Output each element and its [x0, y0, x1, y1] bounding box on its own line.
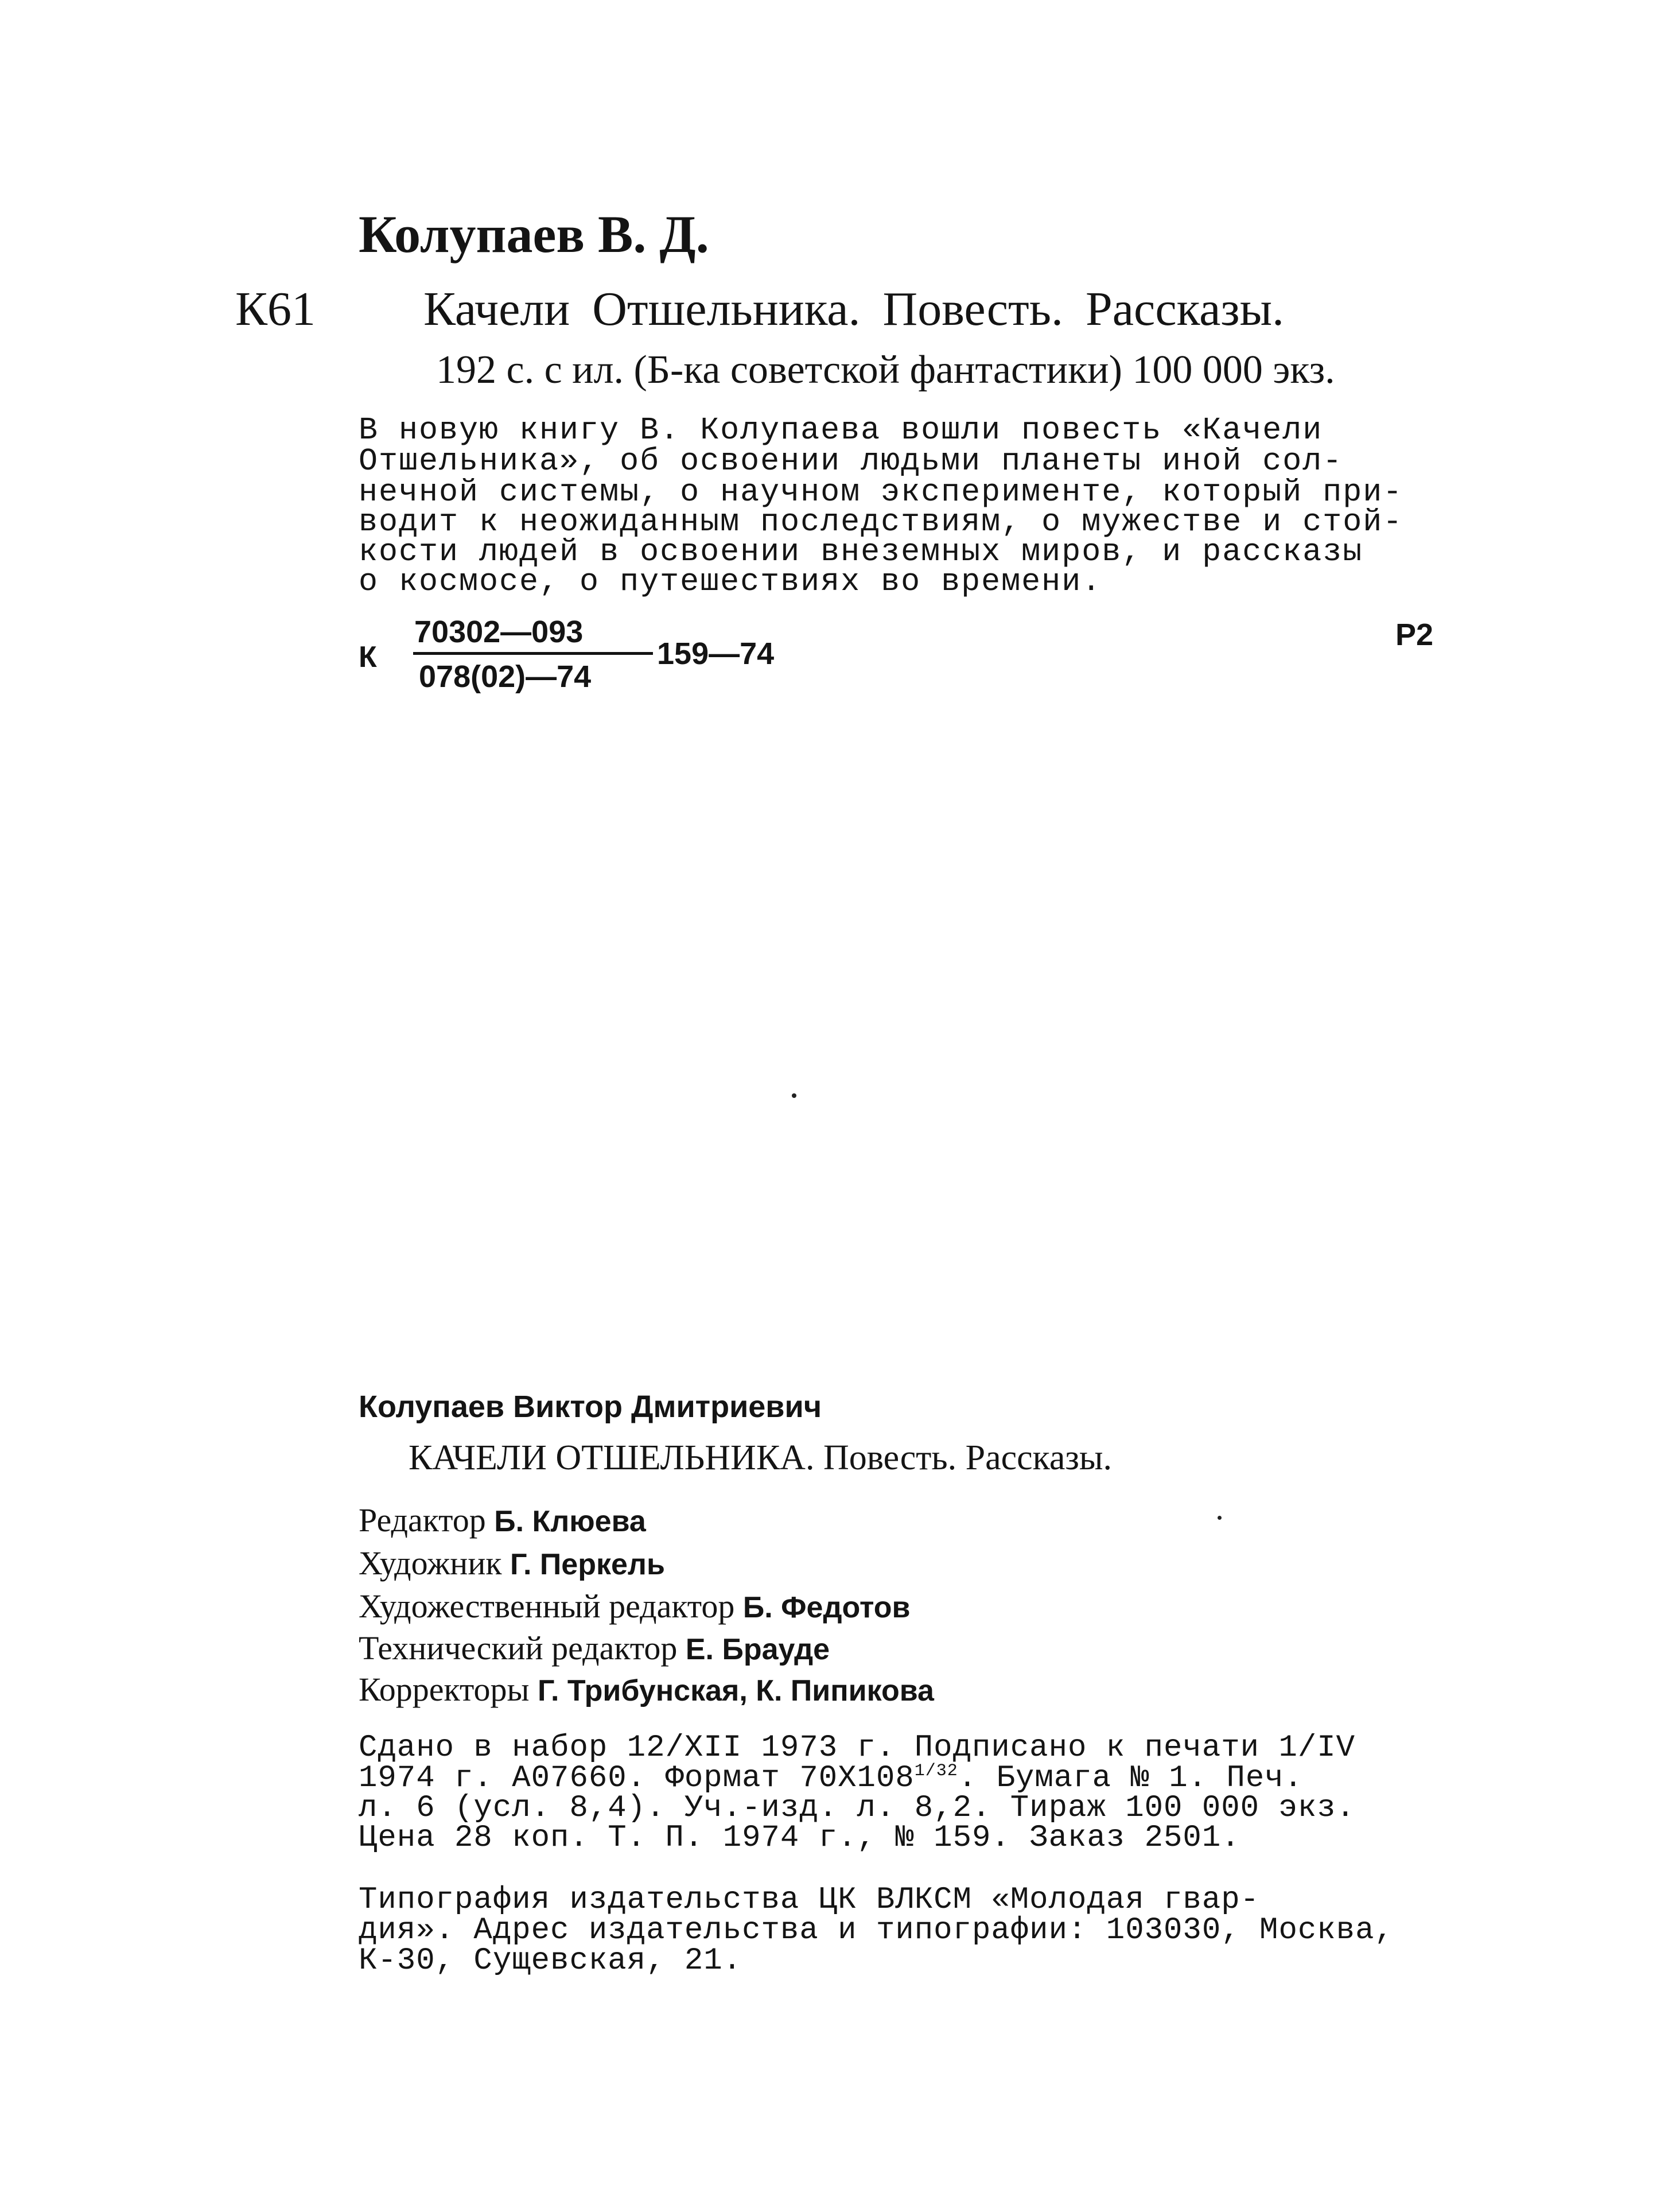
credit-name: Г. Перкель — [510, 1548, 665, 1581]
catalog-code: К61 — [235, 282, 316, 336]
typography-line: К-30, Сущевская, 21. — [359, 1943, 742, 1978]
credit-role: Художник — [359, 1544, 502, 1582]
typography-line: дия». Адрес издательства и типографии: 103030, Москва, — [359, 1913, 1394, 1948]
credit-name: Б. Федотов — [742, 1591, 911, 1624]
index-suffix: 159—74 — [657, 636, 775, 671]
credit-name: Б. Клюева — [494, 1505, 646, 1538]
card-description: 192 с. с ил. (Б-ка советской фантастики) 100 000 экз. — [436, 348, 1335, 392]
abstract-line: о космосе, о путешествиях во времени. — [359, 564, 1102, 600]
index-prefix: К — [359, 641, 377, 674]
classification-code: Р2 — [1395, 618, 1434, 652]
print-speck — [1218, 1516, 1222, 1520]
card-title: Качели Отшельника. Повесть. Рассказы. — [423, 282, 1285, 336]
credit-role: Корректоры — [359, 1671, 530, 1708]
print-speck — [792, 1093, 796, 1098]
imprint-author: Колупаев Виктор Дмитриевич — [359, 1390, 822, 1424]
publication-line: Сдано в набор 12/XII 1973 г. Подписано к печати 1/IV — [359, 1730, 1356, 1765]
credit-art-editor — [359, 1587, 910, 1625]
publication-text: . Бумага № 1. Печ. — [958, 1761, 1304, 1796]
credit-tech-editor — [359, 1629, 830, 1667]
format-fraction: 1/32 — [914, 1761, 958, 1781]
credit-role: Художественный редактор — [359, 1588, 735, 1625]
fraction-bar — [413, 652, 653, 655]
credit-role: Технический редактор — [359, 1629, 678, 1667]
abstract-line: нечной системы, о научном эксперименте, который при- — [359, 474, 1403, 510]
publication-line: Цена 28 коп. Т. П. 1974 г., № 159. Заказ 2501. — [359, 1821, 1240, 1856]
abstract-line: Отшельника», об освоении людьми планеты иной сол- — [359, 443, 1343, 479]
index-denominator: 078(02)—74 — [419, 659, 592, 694]
credit-name: Е. Брауде — [685, 1633, 830, 1666]
typography-line: Типография издательства ЦК ВЛКСМ «Молодая гвар- — [359, 1883, 1260, 1918]
index-numerator: 70302—093 — [414, 615, 584, 649]
imprint-title: КАЧЕЛИ ОТШЕЛЬНИКА. Повесть. Рассказы. — [409, 1438, 1112, 1477]
credit-artist — [359, 1544, 665, 1582]
credit-editor — [359, 1501, 646, 1539]
publication-text: 1974 г. А07660. Формат 70Х108 — [359, 1761, 915, 1796]
credit-role: Редактор — [359, 1501, 486, 1539]
abstract-line: В новую книгу В. Колупаева вошли повесть «Качели — [359, 412, 1323, 448]
credit-name: Г. Трибунская, К. Пипикова — [538, 1674, 934, 1707]
abstract-line: кости людей в освоении внеземных миров, и рассказы — [359, 534, 1363, 570]
publication-line: л. 6 (усл. 8,4). Уч.-изд. л. 8,2. Тираж 100 000 экз. — [359, 1791, 1356, 1826]
credit-proofreaders — [359, 1670, 934, 1709]
abstract-line: водит к неожиданным последствиям, о мужестве и стой- — [359, 504, 1403, 540]
card-author: Колупаев В. Д. — [359, 205, 709, 263]
